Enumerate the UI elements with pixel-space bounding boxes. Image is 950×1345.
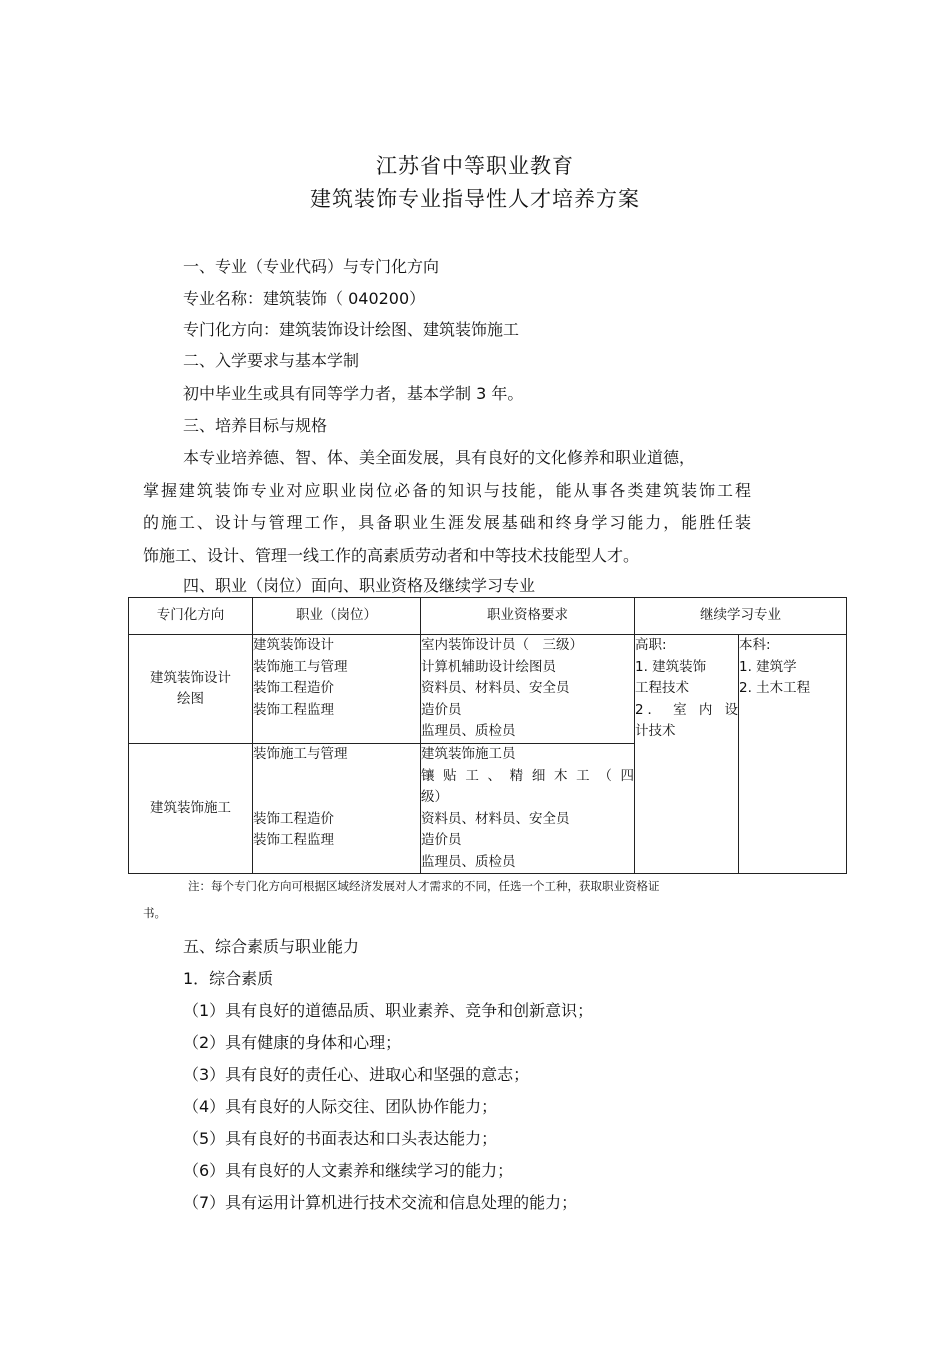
section5-heading: 五、综合素质与职业能力 bbox=[183, 937, 360, 956]
career-table bbox=[128, 597, 847, 874]
table-row bbox=[129, 635, 847, 744]
section3-heading: 三、培养目标与规格 bbox=[183, 416, 328, 435]
qualification-item: 计算机辅助设计绘图员 bbox=[421, 658, 556, 675]
continuing-major-item: 工程技术 bbox=[635, 680, 689, 696]
qualifications-cell bbox=[421, 635, 635, 744]
list-item: （2）具有健康的身体和心理； bbox=[183, 1033, 402, 1052]
job-item: 建筑装饰设计 bbox=[253, 637, 334, 653]
table-header-cell: 继续学习专业 bbox=[635, 598, 847, 635]
qualification-item: 造价员 bbox=[421, 832, 462, 848]
job-item: 装饰工程造价 bbox=[253, 680, 334, 696]
table-note: 书。 bbox=[143, 906, 166, 920]
major-name: 专业名称：建筑装饰（ 040200） bbox=[183, 289, 426, 308]
subsection-heading: 1．综合素质 bbox=[183, 969, 274, 988]
qualification-item: 建筑装饰施工员 bbox=[421, 746, 516, 762]
list-item: （7）具有运用计算机进行技术交流和信息处理的能力； bbox=[183, 1193, 578, 1212]
bachelor-cell bbox=[739, 635, 847, 874]
continuing-major-item: 1. 建筑装饰 bbox=[635, 658, 707, 675]
table-header-cell: 职业资格要求 bbox=[421, 598, 635, 635]
higher-vocational-cell bbox=[635, 635, 739, 874]
jobs-cell bbox=[253, 635, 421, 744]
paragraph-line: 饰施工、设计、管理一线工作的高素质劳动者和中等技术技能型人才。 bbox=[143, 546, 640, 565]
paragraph-line: 的施工、设计与管理工作，具备职业生涯发展基础和终身学习能力，能胜任装 bbox=[143, 513, 751, 532]
direction-cell bbox=[129, 635, 253, 744]
table-header-cell: 职业（岗位） bbox=[253, 598, 421, 635]
job-item: 装饰工程监理 bbox=[253, 832, 334, 848]
table-header-cell: 专门化方向 bbox=[129, 598, 253, 635]
list-item: （1）具有良好的道德品质、职业素养、竞争和创新意识； bbox=[183, 1001, 594, 1020]
table-header-row bbox=[129, 598, 847, 635]
document-title-line2: 建筑装饰专业指导性人才培养方案 bbox=[310, 187, 640, 211]
higher-vocational-label: 高职: bbox=[635, 637, 667, 653]
section2-heading: 二、入学要求与基本学制 bbox=[183, 351, 360, 370]
list-item: （4）具有良好的人际交往、团队协作能力； bbox=[183, 1097, 498, 1116]
qualification-item: 资料员、材料员、安全员 bbox=[421, 680, 570, 696]
continuing-major-item: 2. 土木工程 bbox=[739, 680, 811, 696]
qualifications-cell bbox=[421, 744, 635, 874]
continuing-major-item: 1. 建筑学 bbox=[739, 658, 797, 675]
job-item: 装饰施工与管理 bbox=[253, 658, 348, 675]
continuing-major-item: 计技术 bbox=[635, 723, 676, 739]
list-item: （5）具有良好的书面表达和口头表达能力； bbox=[183, 1129, 498, 1148]
qualification-item: 镶贴工、精细木工（四 bbox=[421, 767, 634, 784]
list-item: （6）具有良好的人文素养和继续学习的能力； bbox=[183, 1161, 514, 1180]
job-item: 装饰工程造价 bbox=[253, 810, 334, 827]
list-item: （3）具有良好的责任心、进取心和坚强的意志； bbox=[183, 1065, 530, 1084]
qualification-item: 监理员、质检员 bbox=[421, 853, 516, 870]
bachelor-label: 本科: bbox=[739, 637, 771, 653]
qualification-item: 资料员、材料员、安全员 bbox=[421, 810, 570, 827]
table-note: 注：每个专门化方向可根据区域经济发展对人才需求的不同，任选一个工种，获取职业资格证 bbox=[188, 879, 660, 893]
direction-cell: 建筑装饰施工 bbox=[129, 744, 253, 874]
document-title-line1: 江苏省中等职业教育 bbox=[376, 154, 574, 178]
specialization-direction: 专门化方向：建筑装饰设计绘图、建筑装饰施工 bbox=[183, 320, 520, 339]
qualification-item: 室内装饰设计员（ 三级） bbox=[421, 637, 583, 653]
job-item: 装饰工程监理 bbox=[253, 701, 334, 718]
job-item: 装饰施工与管理 bbox=[253, 746, 348, 762]
qualification-item: 监理员、质检员 bbox=[421, 723, 516, 739]
qualification-item: 造价员 bbox=[421, 701, 462, 718]
jobs-cell bbox=[253, 744, 421, 874]
section1-heading: 一、专业（专业代码）与专门化方向 bbox=[183, 257, 440, 276]
paragraph-line: 本专业培养德、智、体、美全面发展，具有良好的文化修养和职业道德， bbox=[183, 448, 696, 467]
direction-text: 建筑装饰设计 bbox=[150, 669, 231, 686]
continuing-major-item: 2． 室 内 设 bbox=[635, 701, 738, 718]
qualification-item: 级） bbox=[421, 789, 448, 805]
admission-text: 初中毕业生或具有同等学力者，基本学制 3 年。 bbox=[183, 384, 524, 403]
direction-text: 绘图 bbox=[177, 691, 204, 707]
paragraph-line: 掌握建筑装饰专业对应职业岗位必备的知识与技能，能从事各类建筑装饰工程 bbox=[143, 481, 751, 500]
section4-heading: 四、职业（岗位）面向、职业资格及继续学习专业 bbox=[183, 576, 536, 595]
